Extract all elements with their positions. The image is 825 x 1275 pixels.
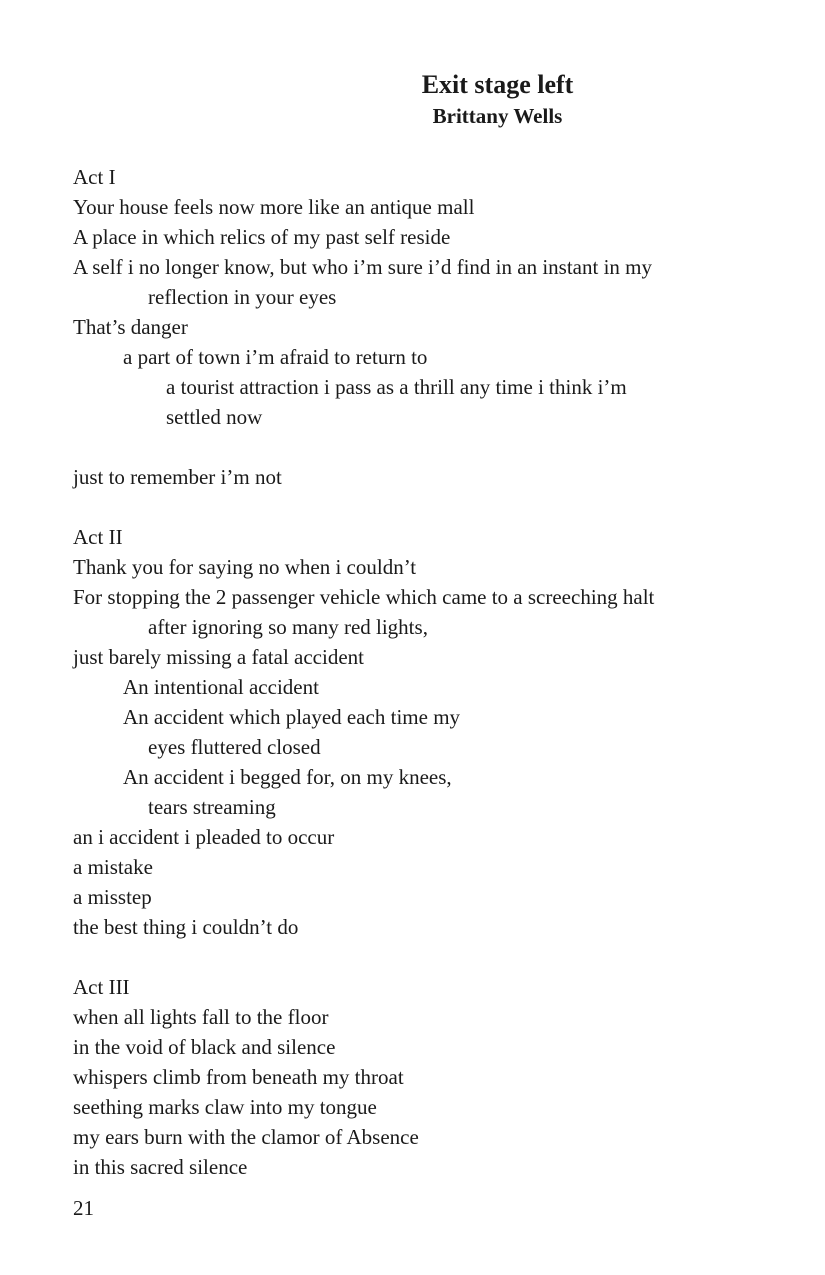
poem-line: the best thing i couldn’t do <box>73 915 299 939</box>
poem-line: a tourist attraction i pass as a thrill any time i think i’m <box>166 375 627 399</box>
poem-line: a misstep <box>73 885 152 909</box>
poem-line: An accident i begged for, on my knees, <box>123 765 452 789</box>
poem-line: in this sacred silence <box>73 1155 248 1179</box>
poem-line: whispers climb from beneath my throat <box>73 1065 404 1089</box>
poem-line: Your house feels now more like an antique mall <box>73 195 475 219</box>
stanza-break <box>73 492 773 522</box>
stanza-break <box>73 432 773 462</box>
poem-line: tears streaming <box>148 795 276 819</box>
poem-line: reflection in your eyes <box>148 285 337 309</box>
poem-author: Brittany Wells <box>432 104 563 128</box>
poem-line: A self i no longer know, but who i’m sure i’d find in an instant in my <box>73 255 652 279</box>
poem-line: after ignoring so many red lights, <box>148 615 428 639</box>
page-number: 21 <box>73 1196 94 1220</box>
poem-line: a part of town i’m afraid to return to <box>123 345 428 369</box>
poem-line: seething marks claw into my tongue <box>73 1095 377 1119</box>
poem-line: a mistake <box>73 855 153 879</box>
poem-line: That’s danger <box>73 315 188 339</box>
poem-line: settled now <box>166 405 263 429</box>
poem-line: an i accident i pleaded to occur <box>73 825 335 849</box>
poem-line: An accident which played each time my <box>123 705 461 729</box>
poem-line: just barely missing a fatal accident <box>73 645 364 669</box>
poem-line: An intentional accident <box>123 675 319 699</box>
poem-title: Exit stage left <box>421 70 574 99</box>
poem-body <box>73 162 773 1182</box>
poem-line: in the void of black and silence <box>73 1035 336 1059</box>
poem-line: For stopping the 2 passenger vehicle which came to a screeching halt <box>73 585 655 609</box>
poem-line: Act III <box>73 975 130 999</box>
stanza-break <box>73 942 773 972</box>
poem-line: eyes fluttered closed <box>148 735 321 759</box>
poem-line: just to remember i’m not <box>73 465 282 489</box>
poem-line: my ears burn with the clamor of Absence <box>73 1125 419 1149</box>
poem-line: Thank you for saying no when i couldn’t <box>73 555 417 579</box>
poem-line: when all lights fall to the floor <box>73 1005 329 1029</box>
poem-line: A place in which relics of my past self reside <box>73 225 451 249</box>
poem-line: Act I <box>73 165 116 189</box>
poem-line: Act II <box>73 525 123 549</box>
